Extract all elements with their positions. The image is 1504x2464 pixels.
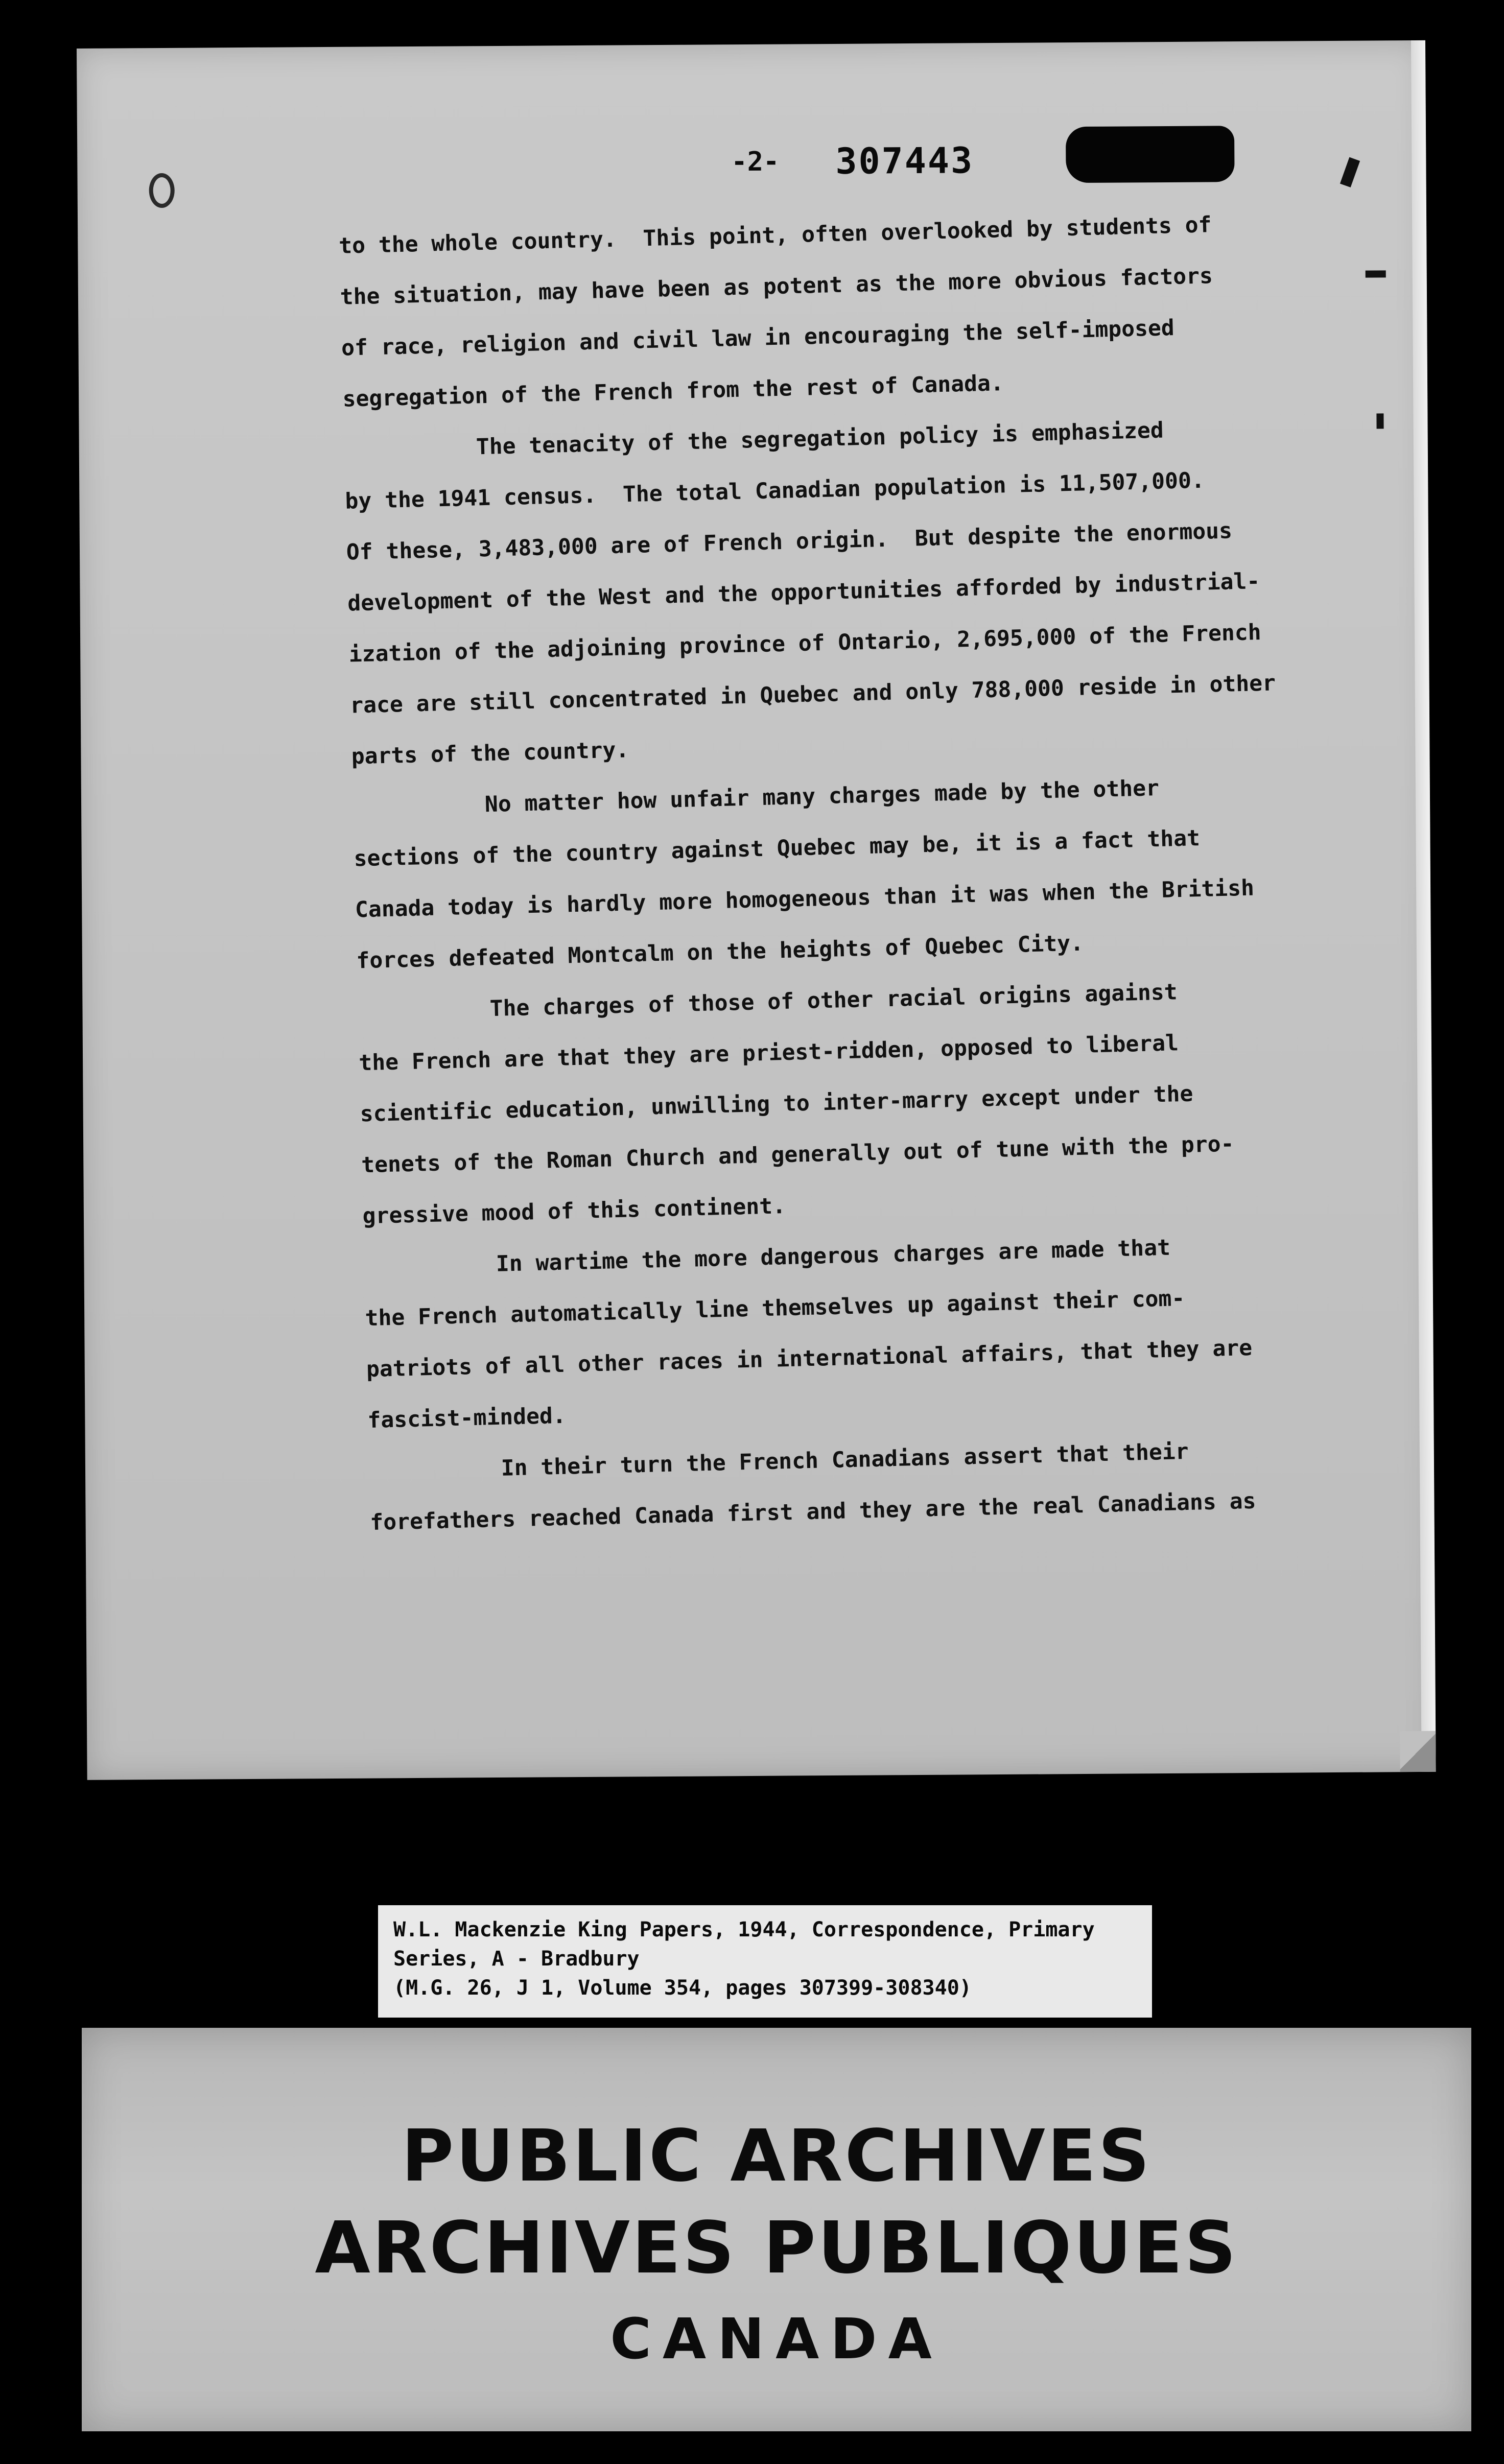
- redaction-block: [1066, 126, 1235, 183]
- archive-title-english: PUBLIC ARCHIVES: [401, 2115, 1152, 2198]
- text-line: scientific education, unwilling to inter-marry except under the: [360, 1081, 1193, 1127]
- archive-title-french: ARCHIVES PUBLIQUES: [315, 2207, 1238, 2290]
- edge-mark: [1376, 413, 1383, 429]
- text-line: by the 1941 census. The total Canadian population is 11,507,000.: [344, 467, 1205, 514]
- text-line: The charges of those of other racial origins against: [357, 979, 1178, 1025]
- archive-banner: [82, 2028, 1471, 2431]
- page-edge: [1411, 40, 1436, 1772]
- text-line: development of the West and the opportunities afforded by industrial-: [347, 568, 1260, 617]
- text-line: the situation, may have been as potent as the more obvious factors: [340, 263, 1213, 310]
- text-line: sections of the country against Quebec may be, it is a fact that: [353, 825, 1201, 872]
- text-line: forces defeated Montcalm on the heights of Quebec City.: [356, 930, 1084, 974]
- text-line: Of these, 3,483,000 are of French origin. But despite the enormous: [346, 518, 1233, 565]
- typed-body-text: [338, 196, 1382, 1549]
- citation-slip: [378, 1905, 1152, 2018]
- text-line: to the whole country. This point, often overlooked by students of: [338, 212, 1212, 259]
- text-line: the French automatically line themselves up against their com-: [364, 1286, 1185, 1332]
- text-line: patriots of all other races in international affairs, that they are: [366, 1335, 1253, 1383]
- citation-line: (M.G. 26, J 1, Volume 354, pages 307399-308340): [393, 1976, 972, 2000]
- archive-country: CANADA: [610, 2306, 943, 2372]
- text-line: forefathers reached Canada first and they are the real Canadians as: [369, 1488, 1256, 1536]
- edge-mark: [1340, 157, 1360, 187]
- text-line: parts of the country.: [351, 737, 629, 770]
- stamp-number: 307443: [835, 139, 974, 182]
- citation-line: W.L. Mackenzie King Papers, 1944, Correspondence, Primary: [393, 1918, 1095, 1941]
- page-number: -2-: [731, 146, 780, 178]
- text-line: segregation of the French from the rest of Canada.: [342, 370, 1004, 412]
- document-page: [77, 40, 1436, 1780]
- text-line: fascist-minded.: [367, 1403, 567, 1434]
- page-corner-fold: [1400, 1731, 1436, 1772]
- text-line: Canada today is hardly more homogeneous than it was when the British: [355, 875, 1255, 923]
- text-line: race are still concentrated in Quebec and only 788,000 reside in other: [349, 670, 1276, 719]
- punch-hole-mark: [149, 173, 174, 208]
- text-line: ization of the adjoining province of Ontario, 2,695,000 of the French: [348, 619, 1262, 668]
- text-line: of race, religion and civil law in encouraging the self-imposed: [341, 315, 1175, 361]
- page-header: [731, 135, 974, 187]
- edge-mark: [1366, 270, 1386, 277]
- text-line: The tenacity of the segregation policy is emphasized: [343, 417, 1164, 463]
- text-line: In their turn the French Canadians assert that their: [368, 1438, 1189, 1485]
- text-line: tenets of the Roman Church and generally out of tune with the pro-: [361, 1131, 1234, 1178]
- text-line: No matter how unfair many charges made by the other: [352, 775, 1160, 821]
- text-line: In wartime the more dangerous charges are made that: [363, 1235, 1171, 1281]
- citation-line: Series, A - Bradbury: [393, 1947, 640, 1971]
- text-line: gressive mood of this continent.: [362, 1193, 786, 1229]
- text-line: the French are that they are priest-ridden, opposed to liberal: [358, 1030, 1179, 1076]
